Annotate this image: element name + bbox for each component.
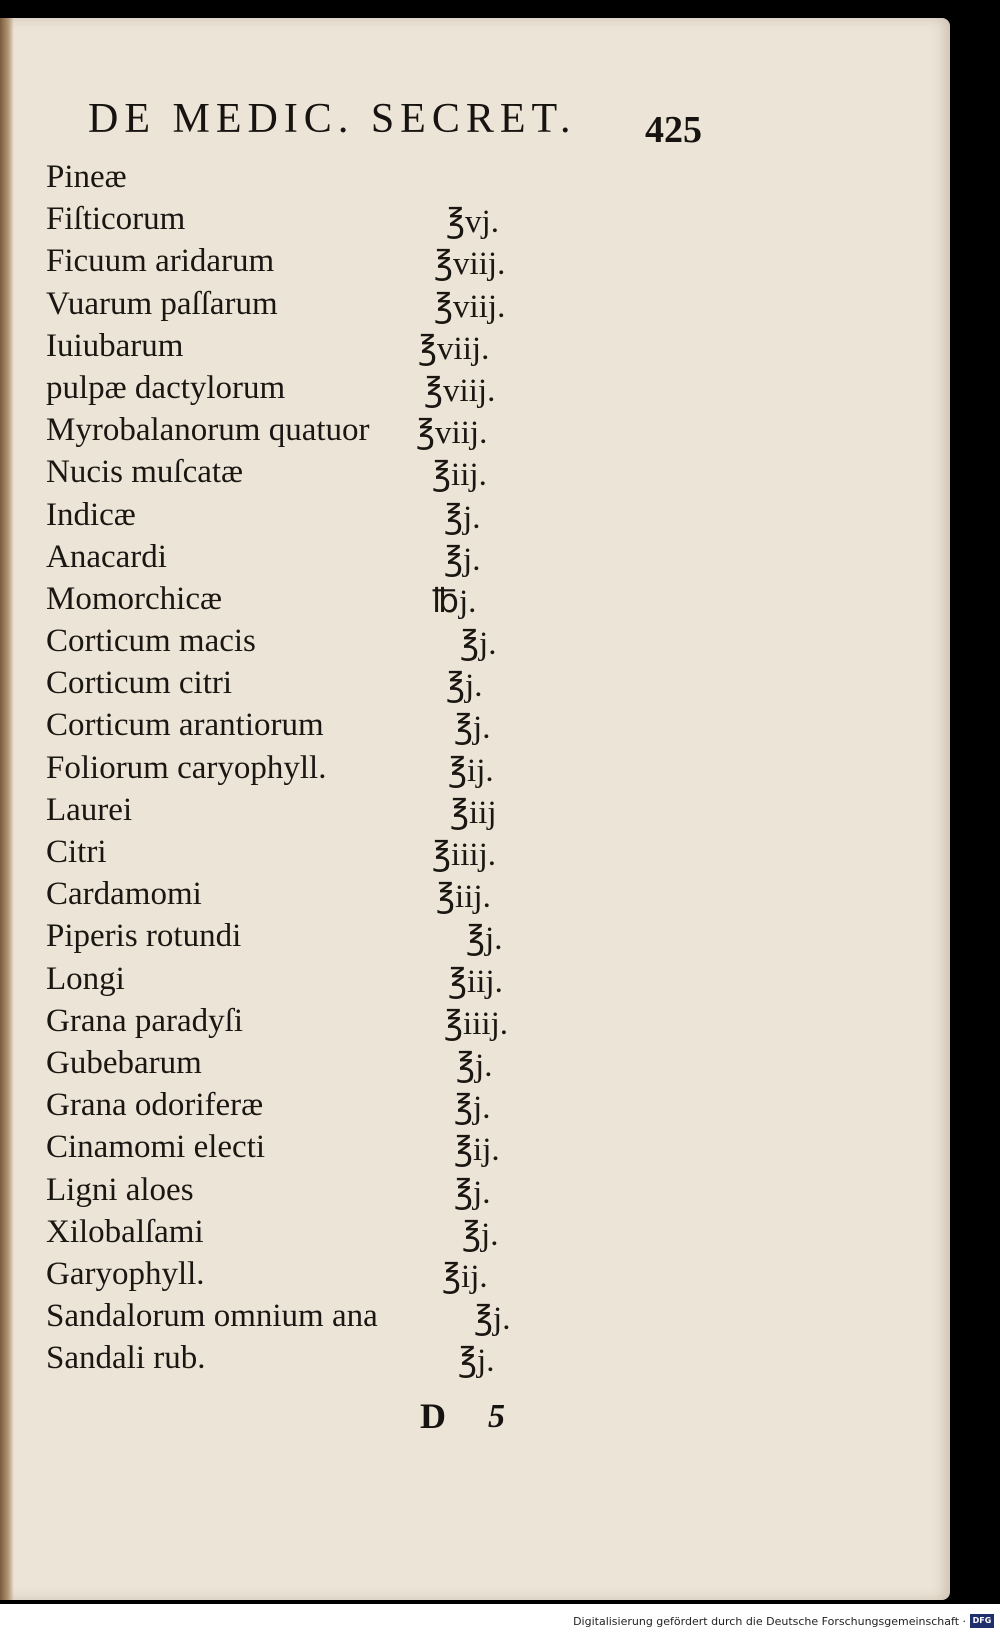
- list-item: [46, 239, 566, 281]
- list-item: [46, 703, 566, 745]
- ingredient-quantity: ℥ij.: [442, 1258, 488, 1295]
- ingredient-quantity: ℥viij.: [434, 246, 506, 283]
- ingredient-quantity: ℥viij.: [418, 330, 490, 367]
- ingredient-quantity: ℥j.: [454, 1090, 491, 1127]
- ingredient-quantity: ℔j.: [432, 583, 477, 620]
- page-gutter: [0, 18, 14, 1600]
- ingredient-quantity: ℥vj.: [446, 204, 499, 241]
- ingredient-quantity: ℥viij.: [416, 415, 488, 452]
- ingredient-quantity: ℥j.: [454, 710, 491, 747]
- ingredient-name: Longi: [46, 960, 125, 997]
- ingredient-name: Indicæ: [46, 496, 136, 533]
- list-item: [46, 366, 566, 408]
- footer-bar: [0, 1604, 1000, 1639]
- list-item: [46, 155, 566, 197]
- list-item: [46, 535, 566, 577]
- ingredient-name: Citri: [46, 834, 107, 870]
- list-item: [46, 1041, 566, 1083]
- list-item: [46, 577, 566, 619]
- ingredient-name: Iuiubarum: [46, 327, 184, 364]
- ingredient-name: Anacardi: [46, 538, 167, 575]
- ingredient-quantity: ℥viij.: [434, 288, 506, 325]
- ingredient-name: Foliorum caryophyll.: [46, 749, 327, 786]
- ingredient-name: Ficuum aridarum: [46, 243, 275, 280]
- list-item: [46, 197, 566, 239]
- ingredient-name: pulpæ dactylorum: [46, 369, 286, 406]
- page-number: 425: [645, 109, 702, 151]
- ingredient-name: Ligni aloes: [46, 1171, 194, 1208]
- ingredient-name: Fiſticorum: [46, 201, 186, 238]
- list-item: [46, 1125, 566, 1167]
- ingredient-name: Xilobalſami: [46, 1213, 204, 1250]
- list-item: [46, 830, 566, 872]
- ingredient-name: Corticum arantiorum: [46, 707, 324, 744]
- ingredient-name: Laurei: [46, 791, 133, 828]
- list-item: [46, 282, 566, 324]
- list-item: [46, 493, 566, 535]
- list-item: [46, 324, 566, 366]
- ingredient-quantity: ℥j.: [474, 1301, 511, 1338]
- list-item: [46, 408, 566, 450]
- ingredient-quantity: ℥j.: [444, 499, 481, 536]
- list-item: [46, 872, 566, 914]
- ingredient-name: Garyophyll.: [46, 1255, 205, 1292]
- ingredient-quantity: ℥iij.: [436, 879, 491, 916]
- ingredient-quantity: ℥iiij.: [432, 837, 496, 873]
- list-item: [46, 1168, 566, 1210]
- list-item: [46, 450, 566, 492]
- ingredient-quantity: ℥j.: [446, 668, 483, 705]
- list-item: [46, 746, 566, 788]
- ingredient-quantity: ℥iij: [450, 794, 497, 831]
- ingredient-name: Grana odoriferæ: [46, 1087, 264, 1124]
- list-item: [46, 1252, 566, 1294]
- list-item: [46, 999, 566, 1041]
- ingredient-quantity: ℥iij.: [448, 963, 503, 1000]
- ingredient-name: Gubebarum: [46, 1044, 202, 1081]
- ingredient-quantity: ℥j.: [454, 1174, 491, 1211]
- list-item: [46, 788, 566, 830]
- ingredient-quantity: ℥j.: [460, 626, 497, 663]
- ingredient-name: Corticum citri: [46, 665, 233, 702]
- ingredient-quantity: ℥j.: [444, 541, 481, 578]
- ingredient-name: Cinamomi electi: [46, 1129, 266, 1166]
- ingredient-quantity: ℥viij.: [424, 372, 496, 409]
- ingredient-quantity: ℥j.: [462, 1216, 499, 1253]
- ingredient-name: Vuarum paſſarum: [46, 285, 278, 322]
- ingredient-quantity: ℥iiij.: [444, 1005, 508, 1042]
- ingredient-quantity: ℥j.: [466, 921, 503, 958]
- ingredient-name: Momorchicæ: [46, 580, 222, 617]
- ingredient-name: Corticum macis: [46, 623, 256, 660]
- ingredient-quantity: ℥iij.: [432, 457, 487, 494]
- list-item: [46, 619, 566, 661]
- ingredient-name: Pineæ: [46, 159, 127, 195]
- ingredient-name: Piperis rotundi: [46, 918, 242, 955]
- ingredient-name: Sandali rub.: [46, 1340, 206, 1377]
- ingredient-name: Myrobalanorum quatuor: [46, 412, 370, 449]
- ingredient-name: Nucis muſcatæ: [46, 454, 244, 491]
- ingredient-quantity: ℥ij.: [448, 752, 494, 789]
- ingredient-name: Sandalorum omnium ana: [46, 1298, 378, 1335]
- ingredient-name: Cardamomi: [46, 876, 202, 913]
- list-item: [46, 957, 566, 999]
- catchword: 5: [488, 1398, 505, 1435]
- running-title: DE MEDIC. SECRET.: [88, 96, 577, 142]
- ingredient-quantity: ℥j.: [458, 1343, 495, 1380]
- ingredient-quantity: ℥j.: [456, 1047, 493, 1084]
- ingredient-list: [46, 155, 566, 1378]
- dfg-logo: DFG: [970, 1614, 994, 1628]
- list-item: [46, 1210, 566, 1252]
- digitization-credit: Digitalisierung gefördert durch die Deutsche Forschungsgemeinschaft ·: [573, 1615, 966, 1628]
- ingredient-quantity: ℥ij.: [454, 1132, 500, 1169]
- list-item: [46, 914, 566, 956]
- list-item: [46, 661, 566, 703]
- list-item: [46, 1336, 566, 1378]
- ingredient-name: Grana paradyſi: [46, 1002, 243, 1039]
- signature-mark: D: [420, 1396, 446, 1436]
- list-item: [46, 1083, 566, 1125]
- list-item: [46, 1294, 566, 1336]
